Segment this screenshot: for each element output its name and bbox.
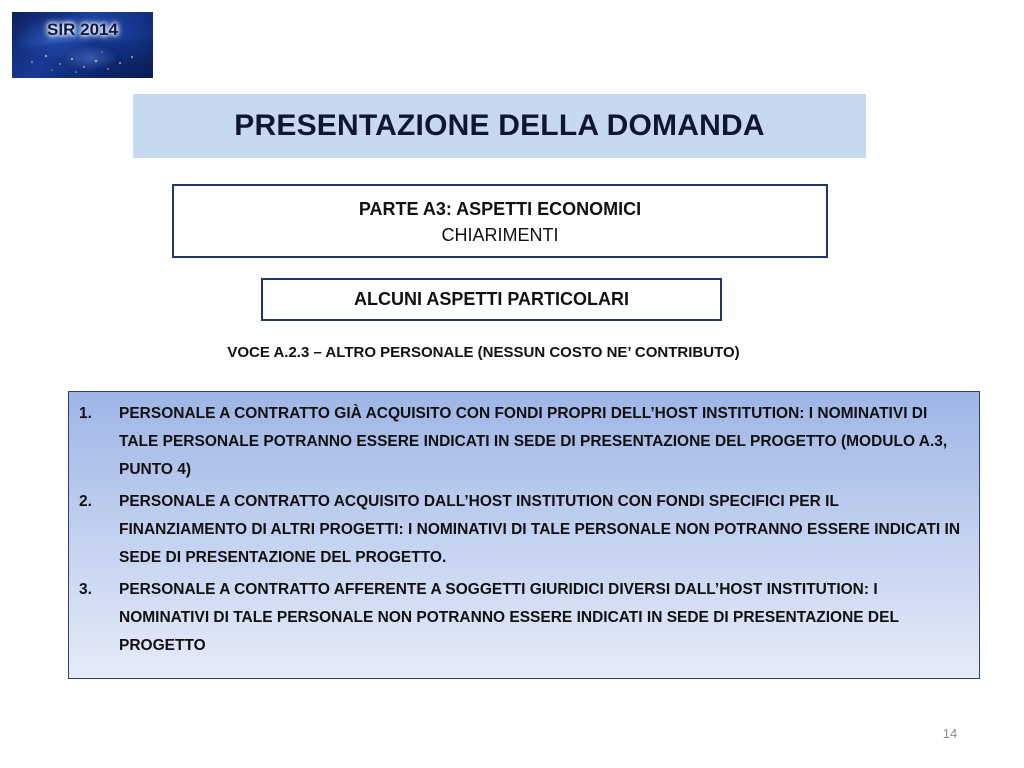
sir-2014-logo bbox=[12, 12, 153, 78]
list-item-number: 2. bbox=[79, 493, 92, 510]
list-item bbox=[79, 488, 969, 572]
logo-text: SIR 2014 bbox=[47, 20, 118, 39]
list-item-number: 1. bbox=[79, 405, 92, 422]
section-box bbox=[172, 184, 828, 258]
slide-title: PRESENTAZIONE DELLA DOMANDA bbox=[133, 94, 866, 158]
list-item-text: PERSONALE A CONTRATTO ACQUISITO DALL’HOST INSTITUTION CON FONDI SPECIFICI PER IL FINANZIAMENTO DI ALTRI PROGETTI: I NOMINATIVI DI TALE PERSONALE NON POTRANNO ESSERE INDICATI IN SEDE DI PRESENTAZIONE DEL PROGETTO. bbox=[119, 493, 961, 566]
list-item bbox=[79, 400, 969, 484]
section-title: PARTE A3: ASPETTI ECONOMICI bbox=[358, 199, 642, 219]
list-item-text: PERSONALE A CONTRATTO GIÀ ACQUISITO CON FONDI PROPRI DELL’HOST INSTITUTION: I NOMINATIVI DI TALE PERSONALE POTRANNO ESSERE INDICATI IN SEDE DI PRESENTAZIONE DEL PROGETTO (MODULO A.3, PUNTO 4) bbox=[119, 405, 948, 478]
numbered-list bbox=[68, 391, 980, 679]
list-item-text: PERSONALE A CONTRATTO AFFERENTE A SOGGETTI GIURIDICI DIVERSI DALL’HOST INSTITUTION: I NOMINATIVI DI TALE PERSONALE NON POTRANNO ESSERE INDICATI IN SEDE DI PRESENTAZIONE DEL PROGETTO bbox=[119, 581, 899, 654]
page-number: 14 bbox=[942, 726, 958, 741]
voce-heading: VOCE A.2.3 – ALTRO PERSONALE (NESSUN COSTO NE’ CONTRIBUTO) bbox=[227, 344, 740, 361]
subsection-box: ALCUNI ASPETTI PARTICOLARI bbox=[261, 278, 722, 321]
section-subtitle: CHIARIMENTI bbox=[441, 225, 559, 245]
list-item-number: 3. bbox=[79, 581, 92, 598]
list-item bbox=[79, 576, 969, 660]
